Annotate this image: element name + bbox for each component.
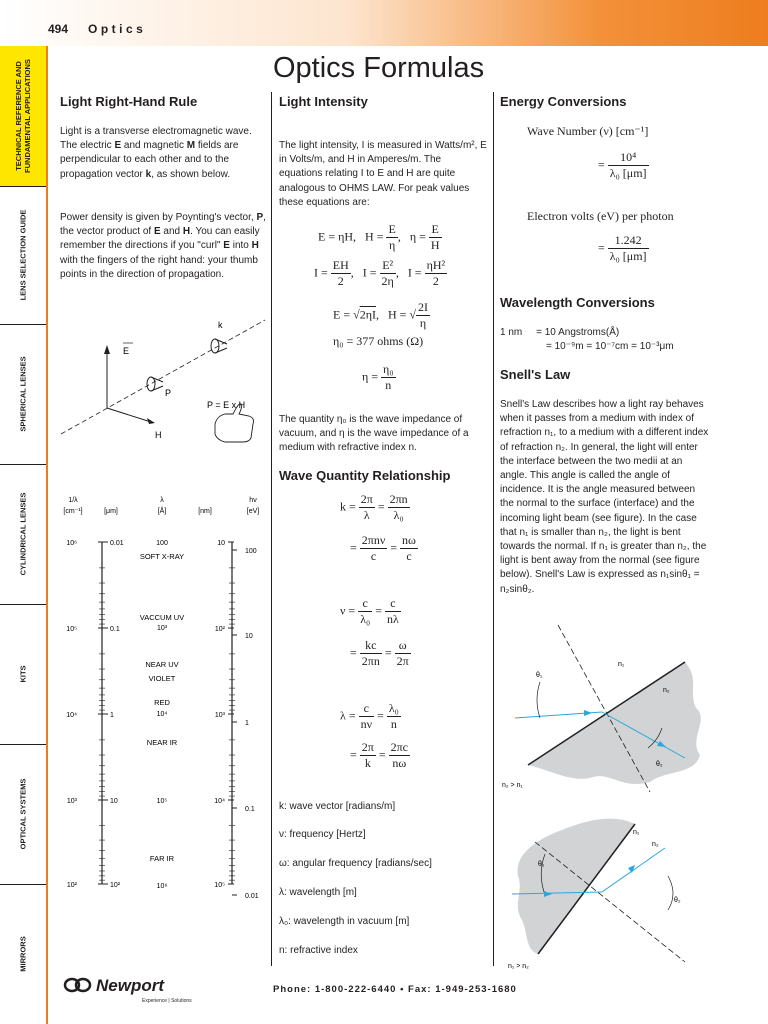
tick-label-angstrom: 10³	[156, 625, 168, 632]
region-label: RED	[154, 698, 170, 707]
tick-label-um: 10²	[110, 882, 121, 889]
scale-header-unit: [eV]	[246, 508, 260, 515]
snells-law-figure-1	[500, 620, 715, 795]
wave-number-formula: = $\frac{\text{10⁴}}{\text{λ₀ [μm]}}$	[598, 150, 647, 180]
definition-n: n: refractive index	[279, 945, 358, 956]
region-label: VACCUM UV	[139, 613, 185, 622]
wave-number-label: Wave Number (ν) [cm⁻¹]	[527, 124, 649, 138]
tick-label-um: 10	[110, 798, 118, 805]
nu-equation-row2: = $\frac{kc}{2\pi n}$ = $\frac{\omega}{2\pi}$	[350, 638, 409, 668]
page-title: Optics Formulas	[273, 52, 485, 84]
tick-label-nm: 10	[217, 540, 225, 547]
definition-lambda0: λ₀: wavelength in vacuum [m]	[279, 916, 410, 927]
contact-info: Phone: 1-800-222-6440 • Fax: 1-949-253-1680	[273, 984, 517, 995]
region-label: NEAR UV	[145, 660, 179, 669]
tick-label-um: 1	[110, 712, 114, 719]
k-equation-row1: k = $\frac{2\pi}{\lambda}$ = $\frac{2\pi n}{\text{λ₀}}$	[340, 492, 408, 522]
tab-lens-selection-guide[interactable]	[0, 186, 46, 325]
electron-volts-formula: = $\frac{1.242}{\text{λ₀ [μm]}}$	[598, 233, 647, 263]
svg-text:θ₁: θ₁	[536, 672, 543, 679]
medium-n2	[528, 662, 701, 784]
wavelength-conversion-line2: = 10⁻⁹m = 10⁻⁷cm = 10⁻³μm	[546, 341, 674, 352]
tick-label-angstrom: 10⁶	[156, 883, 168, 890]
tab-label: LENS SELECTION GUIDE	[18, 209, 28, 301]
tab-label: KITS	[18, 665, 28, 683]
tick-label-inv-cm: 10⁶	[66, 540, 77, 547]
impedance-note: The quantity η₀ is the wave impedance of vacuum, and η is the wave impedance of a medium with refractive index n.	[279, 414, 469, 454]
tab-spherical-lenses[interactable]	[0, 324, 46, 465]
k-label: k	[218, 320, 223, 330]
tab-kits[interactable]	[0, 604, 46, 745]
tick-label-angstrom: 10⁴	[156, 711, 168, 718]
definition-omega: ω: angular frequency [radians/sec]	[279, 858, 432, 869]
page-number: 494	[48, 22, 69, 36]
tick-label-um: 0.1	[110, 626, 120, 633]
wavelength-conversion-line1: 1 nm = 10 Angstroms(Å)	[500, 327, 620, 338]
svg-text:θ₁: θ₁	[538, 861, 545, 868]
tick-label-ev: 10	[245, 633, 253, 640]
svg-text:θ₂: θ₂	[674, 897, 681, 904]
light-intensity-intro: The light intensity, I is measured in Watts/m², E in Volts/m, and H in Amperes/m. The equations relating I to E and H are quite analogous to OHMS LAW. For peak values these equations are:	[279, 140, 487, 208]
right-hand-rule-para1: Light is a transverse electromagnetic wave. The electric E and magnetic M fields are perpendicular to each other and to the propagation vector k, as shown below.	[60, 126, 252, 180]
electron-volts-label: Electron volts (eV) per photon	[527, 209, 674, 223]
tab-label: OPTICAL SYSTEMS	[18, 778, 28, 850]
e-label: E	[123, 346, 130, 356]
intensity-equation-row2: I = $\frac{EH}{2}$ , I = $\frac{\text{E²}}{2\eta}$ , I = $\frac{\text{ηH²}}{2}$	[314, 258, 446, 288]
scale-header-unit: [cm⁻¹]	[63, 508, 83, 515]
tab-label: MIRRORS	[18, 936, 28, 972]
heading-wavelength-conversions: Wavelength Conversions	[500, 295, 655, 310]
definition-k: k: wave vector [radians/m]	[279, 801, 396, 812]
region-label: VIOLET	[148, 674, 176, 683]
heading-wave-quantity: Wave Quantity Relationship	[279, 468, 451, 483]
medium-n1	[517, 819, 635, 954]
sidebar	[0, 46, 48, 1024]
svg-text:n₁ > n₂: n₁ > n₂	[508, 963, 529, 970]
tick-label-angstrom: 100	[156, 540, 168, 547]
k-equation-row2: = $\frac{\text{2πnν}}{c}$ = $\frac{n\omega}{c}$	[350, 533, 416, 563]
tick-label-angstrom: 10⁵	[156, 798, 168, 805]
tab-mirrors[interactable]	[0, 884, 46, 1024]
tab-label: SPHERICAL LENSES	[18, 356, 28, 432]
tick-label-nm: 10²	[214, 626, 225, 633]
h-label: H	[155, 430, 162, 440]
heading-snells-law: Snell's Law	[500, 367, 571, 382]
definition-lambda: λ: wavelength [m]	[279, 887, 357, 898]
heading-energy-conversions: Energy Conversions	[500, 94, 627, 109]
region-label: SOFT X-RAY	[139, 552, 185, 561]
scale-header-unit: [μm]	[104, 508, 118, 515]
column-divider	[271, 92, 272, 966]
tick-label-ev: 0.1	[245, 806, 255, 813]
svg-text:θ₂: θ₂	[656, 761, 663, 768]
scale-header: λ	[160, 497, 164, 504]
intensity-equation-row1: E = ηH, H = $\frac{E}{\eta}$ , η = $\frac{E}{H}$	[318, 222, 440, 252]
right-hand-rule-para2: Power density is given by Poynting's vector, P, the vector product of E and H. You can easily remember the directions if you "curl" E into H with the fingers of the right hand: your thumb points in the direction of propagation.	[60, 212, 266, 280]
tab-label: TECHNICAL REFERENCE AND FUNDAMENTAL APPLICATIONS	[14, 59, 32, 173]
svg-text:n₂ > n₁: n₂ > n₁	[502, 782, 523, 789]
spectrum-scale	[55, 490, 270, 905]
svg-text:n₁: n₁	[618, 661, 625, 668]
eta-equation: η = $\frac{\text{η₀}}{n}$	[362, 362, 394, 392]
lambda-equation-row1: λ = $\frac{c}{n\nu}$ = $\frac{\text{λ₀}}{n}$	[340, 701, 399, 731]
newport-logo[interactable]	[60, 976, 200, 1011]
tick-label-nm: 10⁴	[214, 798, 225, 805]
scale-header: 1/λ	[68, 497, 78, 504]
snells-law-text: Snell's Law describes how a light ray behaves when it passes from a medium with index of refraction n₁, to a medium with a different index of refraction n₂. In general, the light will enter the interface between the two medii at an angle. This angle is called the angle of incidence. It is the angle measured between the normal to the surface (interface) and the incoming light beam (see figure). In the case that n₁ is smaller than n₂, the light is bent towards the normal. If n₁ is greater than n₂, the light is bent away from the normal (see figure below). Snell's Law is expressed as n₁sinθ₁ = n₂sinθ₂.	[500, 399, 709, 595]
tick-label-ev: 100	[245, 548, 257, 555]
eta0-value: η₀ = 377 ohms (Ω)	[333, 334, 424, 348]
pexh-label: P = E x H	[207, 400, 246, 410]
heading-light-intensity: Light Intensity	[279, 94, 368, 109]
tab-label: CYLINDRICAL LENSES	[18, 492, 28, 576]
region-label: FAR IR	[149, 854, 175, 863]
scale-header-unit: [nm]	[198, 508, 212, 515]
nu-equation-row1: ν = $\frac{c}{\text{λ₀}}$ = $\frac{c}{n\lambda}$	[340, 596, 399, 626]
tab-optical-systems[interactable]	[0, 744, 46, 885]
tick-label-inv-cm: 10²	[66, 882, 77, 889]
svg-text:Newport: Newport	[96, 976, 164, 995]
svg-text:Experience | Solutions: Experience | Solutions	[142, 998, 192, 1004]
tick-label-ev: 1	[245, 720, 249, 727]
tab-technical-reference[interactable]	[0, 46, 46, 187]
right-hand-rule-diagram	[55, 312, 270, 447]
p-label: P	[165, 388, 172, 398]
tick-label-inv-cm: 10⁵	[66, 626, 77, 633]
tab-cylindrical-lenses[interactable]	[0, 464, 46, 605]
definition-nu: ν: frequency [Hertz]	[279, 829, 366, 840]
svg-text:n₂: n₂	[663, 687, 670, 694]
heading-right-hand-rule: Light Right-Hand Rule	[60, 94, 198, 109]
svg-text:n₂: n₂	[652, 841, 659, 848]
svg-text:n₁: n₁	[633, 829, 640, 836]
tick-label-inv-cm: 10³	[66, 798, 77, 805]
scale-header-unit: [Å]	[157, 508, 167, 515]
region-label: NEAR IR	[146, 738, 178, 747]
intensity-equation-row3: E = √2ηI, H = √ $\frac{2I}{\eta}$	[333, 300, 428, 330]
section-title: Optics	[88, 22, 147, 36]
tick-label-um: 0.01	[110, 540, 124, 547]
scale-header: hν	[249, 497, 257, 504]
column-divider	[493, 92, 494, 966]
snells-law-figure-2	[500, 812, 715, 974]
lambda-equation-row2: = $\frac{2\pi}{k}$ = $\frac{2\pi c}{n\omega}$	[350, 740, 409, 770]
tick-label-nm: 10⁵	[214, 882, 225, 889]
tick-label-ev: 0.01	[245, 893, 259, 900]
tick-label-nm: 10³	[214, 712, 225, 719]
tick-label-inv-cm: 10⁴	[66, 712, 77, 719]
